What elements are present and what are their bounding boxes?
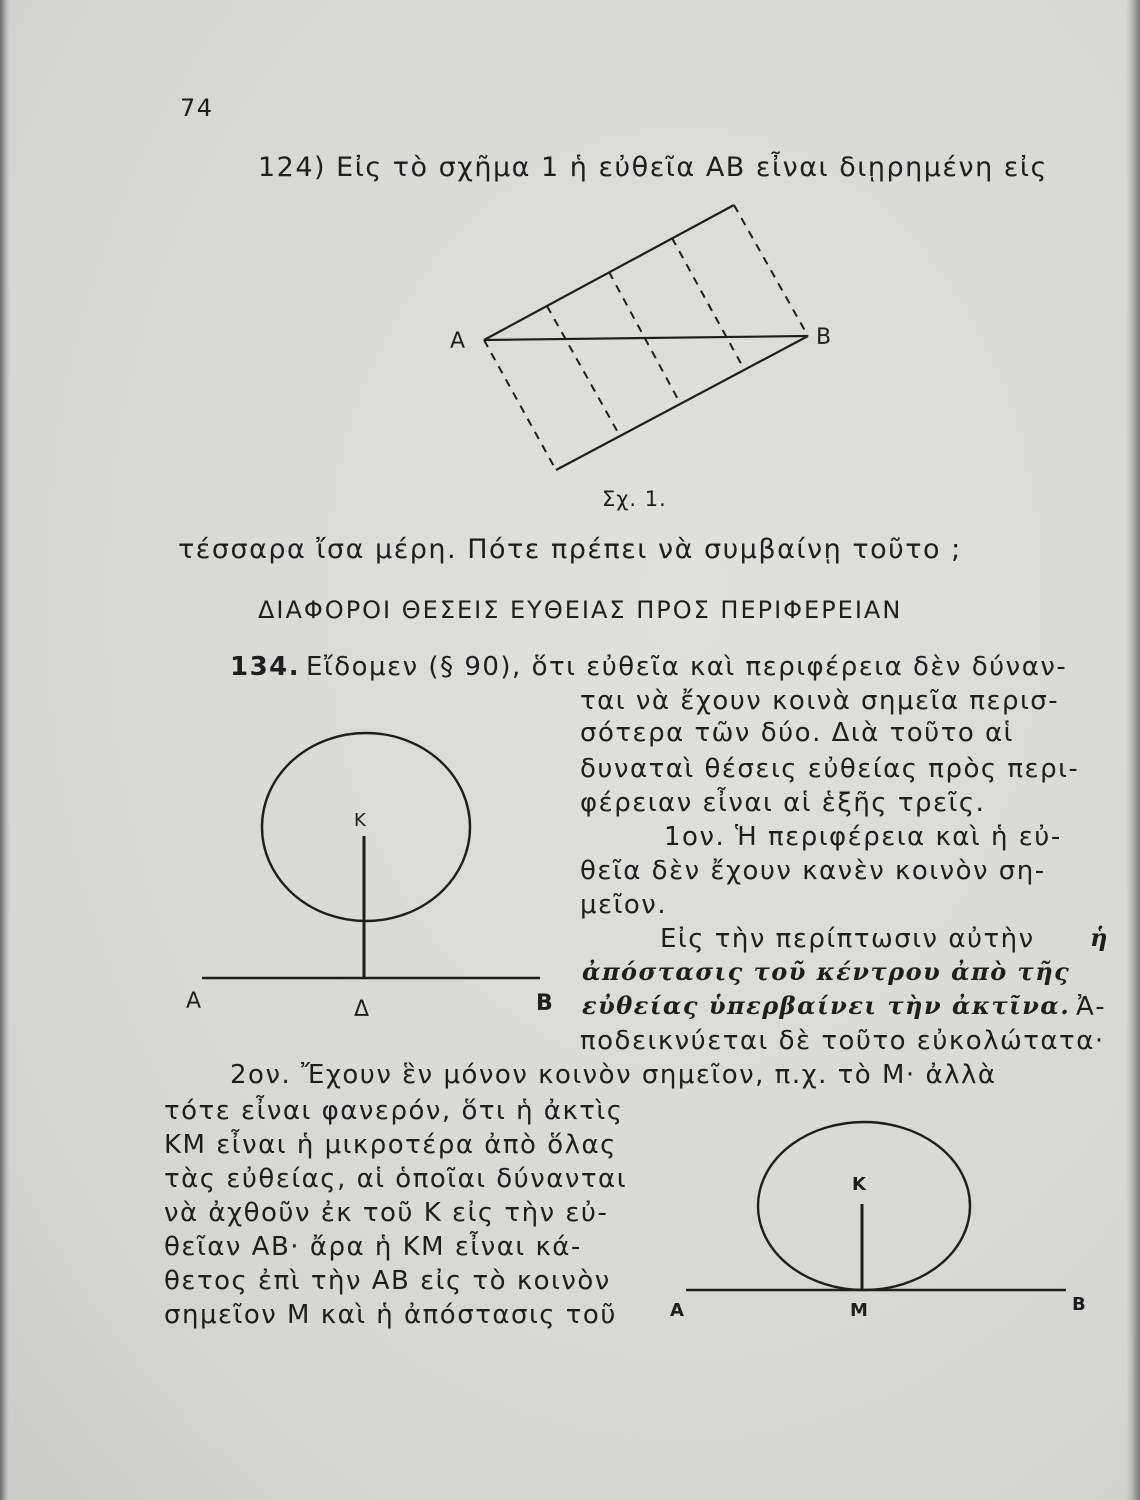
- figure2-label-a: Α: [186, 989, 202, 1014]
- figure1-label-a: Α: [450, 329, 466, 354]
- article-line: δυναταὶ θέσεις εὐθείας πρὸς περι-: [580, 754, 1080, 784]
- article-line: σημεῖον Μ καὶ ἡ ἀπόστασις τοῦ: [164, 1300, 617, 1330]
- exercise-continuation: τέσσαρα ἴσα μέρη. Πότε πρέπει νὰ συμβαίνῃ τοῦτο ;: [178, 534, 962, 565]
- figure3-label-b: Β: [1072, 1294, 1086, 1315]
- article-line: 1ον. Ἡ περιφέρεια καὶ ἡ εὐ-: [664, 822, 1062, 852]
- section-heading: ΔΙΑΦΟΡΟΙ ΘΕΣΕΙΣ ΕΥΘΕΙΑΣ ΠΡΟΣ ΠΕΡΙΦΕΡΕΙΑΝ: [258, 596, 903, 624]
- article-line: θεῖα δὲν ἔχουν κανὲν κοινὸν ση-: [580, 856, 1046, 886]
- article-number: 134.: [230, 652, 301, 682]
- article-line: σότερα τῶν δύο. Διὰ τοῦτο αἱ: [580, 718, 1014, 748]
- figure3-label-k: Κ: [852, 1174, 866, 1195]
- figure2-label-k: Κ: [354, 810, 366, 831]
- article-line: 2ον. Ἔχουν ἓν μόνον κοινὸν σημεῖον, π.χ. τὸ Μ· ἀλλὰ: [230, 1060, 997, 1090]
- article-line: μεῖον.: [580, 890, 668, 920]
- figure1-label-b: Β: [816, 325, 832, 350]
- article-line: τότε εἶναι φανερόν, ὅτι ἡ ἀκτὶς: [164, 1096, 624, 1126]
- article-line: νὰ ἀχθοῦν ἐκ τοῦ Κ εἰς τὴν εὐ-: [164, 1198, 609, 1228]
- circle-k: [758, 1122, 970, 1290]
- article-line: θετος ἐπὶ τὴν ΑΒ εἰς τὸ κοινὸν: [164, 1266, 611, 1296]
- article-line: ΚΜ εἶναι ἡ μικροτέρα ἀπὸ ὅλας: [164, 1130, 617, 1160]
- figure3-label-a: Α: [670, 1300, 684, 1321]
- article-emphasis: ἀπόστασις τοῦ κέντρου ἀπὸ τῆς: [582, 957, 1071, 986]
- article-line: ποδεικνύεται δὲ τοῦτο εὐκολώτατα·: [580, 1026, 1105, 1056]
- figure2-label-b: Β: [536, 991, 553, 1016]
- page-number: 74: [180, 94, 214, 122]
- article-line: φέρειαν εἶναι αἱ ἑξῆς τρεῖς.: [580, 788, 986, 818]
- article-line: Ἀ-: [1076, 992, 1107, 1022]
- article-line: τὰς εὐθείας, αἱ ὁποῖαι δύνανται: [164, 1164, 627, 1194]
- article-emphasis: εὐθείας ὑπερβαίνει τὴν ἀκτῖνα.: [582, 991, 1071, 1020]
- figure2-label-d: Δ: [354, 997, 370, 1022]
- article-line: Εἴδομεν (§ 90), ὅτι εὐθεῖα καὶ περιφέρεια δὲν δύναν-: [306, 652, 1068, 682]
- article-line: Εἰς τὴν περίπτωσιν αὐτὴν: [660, 924, 1035, 954]
- exercise-intro: 124) Εἰς τὸ σχῆμα 1 ἡ εὐθεῖα ΑΒ εἶναι διῃρημένη εἰς: [258, 152, 1048, 183]
- figure1-caption: Σχ. 1.: [602, 487, 667, 511]
- article-line: θεῖαν ΑΒ· ἄρα ἡ ΚΜ εἶναι κά-: [164, 1232, 582, 1262]
- article-line: ται νὰ ἔχουν κοινὰ σημεῖα περισ-: [580, 686, 1060, 716]
- figure3-label-m: Μ: [850, 1300, 868, 1321]
- article-emphasis: ἡ: [1090, 923, 1109, 952]
